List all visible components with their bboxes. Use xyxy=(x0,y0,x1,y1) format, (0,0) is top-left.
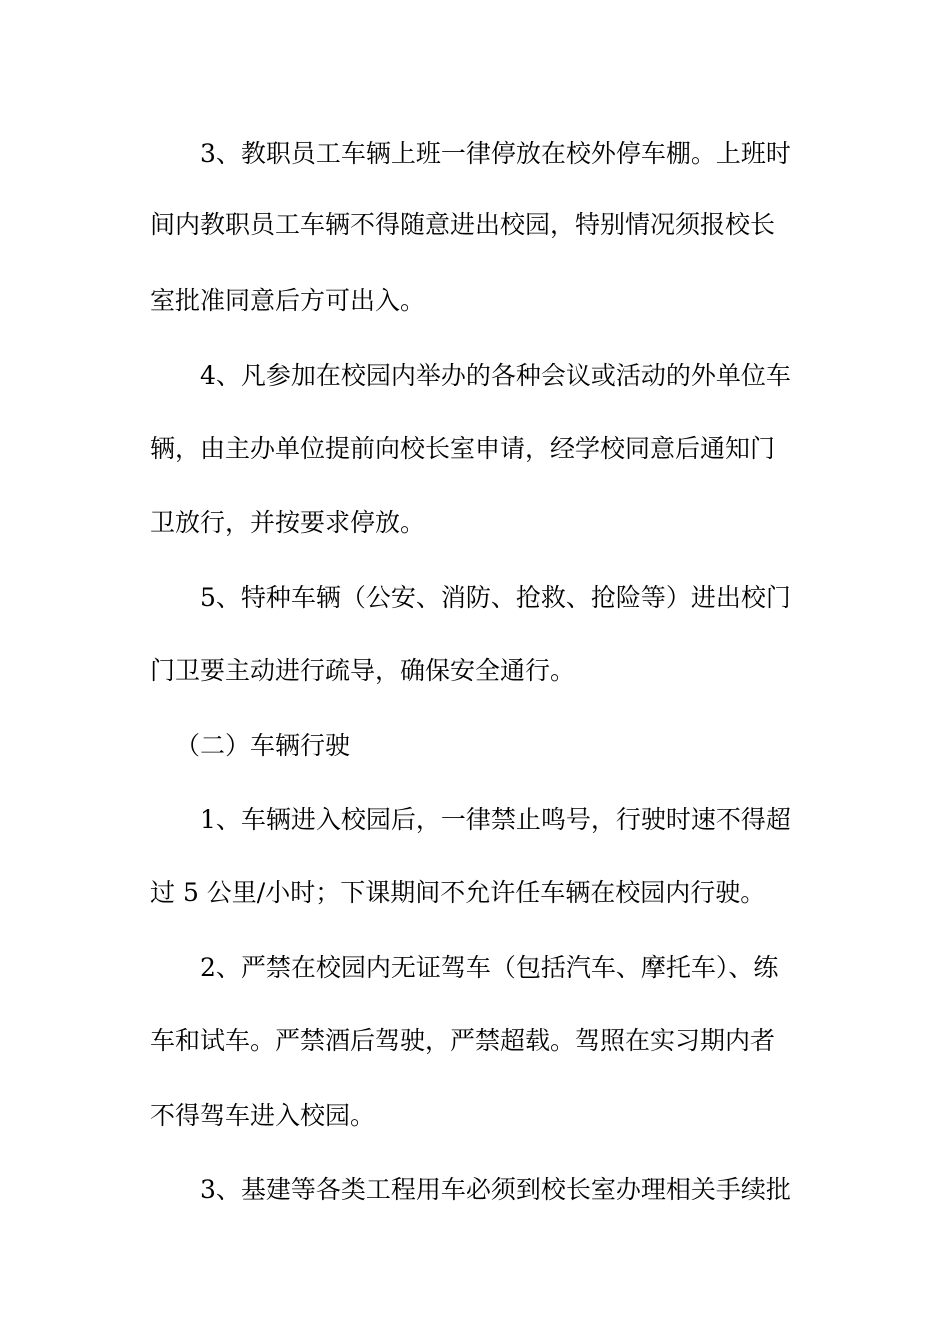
rule-2-line-2: 车和试车。严禁酒后驾驶，严禁超载。驾照在实习期内者 xyxy=(150,1026,776,1055)
paragraph-3-line-2: 间内教职员工车辆不得随意进出校园，特别情况须报校长 xyxy=(150,210,776,239)
paragraph-4-line-2: 辆，由主办单位提前向校长室申请，经学校同意后通知门 xyxy=(150,434,776,463)
paragraph-5-line-1: 5、特种车辆（公安、消防、抢救、抢险等）进出校门 xyxy=(200,583,791,612)
rule-2-line-1: 2、严禁在校园内无证驾车（包括汽车、摩托车）、练 xyxy=(200,953,779,982)
rule-3-line-1: 3、基建等各类工程用车必须到校长室办理相关手续批 xyxy=(200,1175,791,1204)
paragraph-3-line-3: 室批准同意后方可出入。 xyxy=(150,286,426,315)
rule-2-line-3: 不得驾车进入校园。 xyxy=(150,1101,376,1130)
paragraph-4-line-3: 卫放行，并按要求停放。 xyxy=(150,508,426,537)
paragraph-4-line-1: 4、凡参加在校园内举办的各种会议或活动的外单位车 xyxy=(200,361,791,390)
paragraph-5-line-2: 门卫要主动进行疏导，确保安全通行。 xyxy=(150,656,576,685)
rule-1-line-1: 1、车辆进入校园后，一律禁止鸣号，行驶时速不得超 xyxy=(200,805,791,834)
rule-1-line-2: 过 5 公里/小时；下课期间不允许任车辆在校园内行驶。 xyxy=(150,878,766,907)
section-heading: （二）车辆行驶 xyxy=(175,731,351,760)
paragraph-3-line-1: 3、教职员工车辆上班一律停放在校外停车棚。上班时 xyxy=(200,139,791,168)
